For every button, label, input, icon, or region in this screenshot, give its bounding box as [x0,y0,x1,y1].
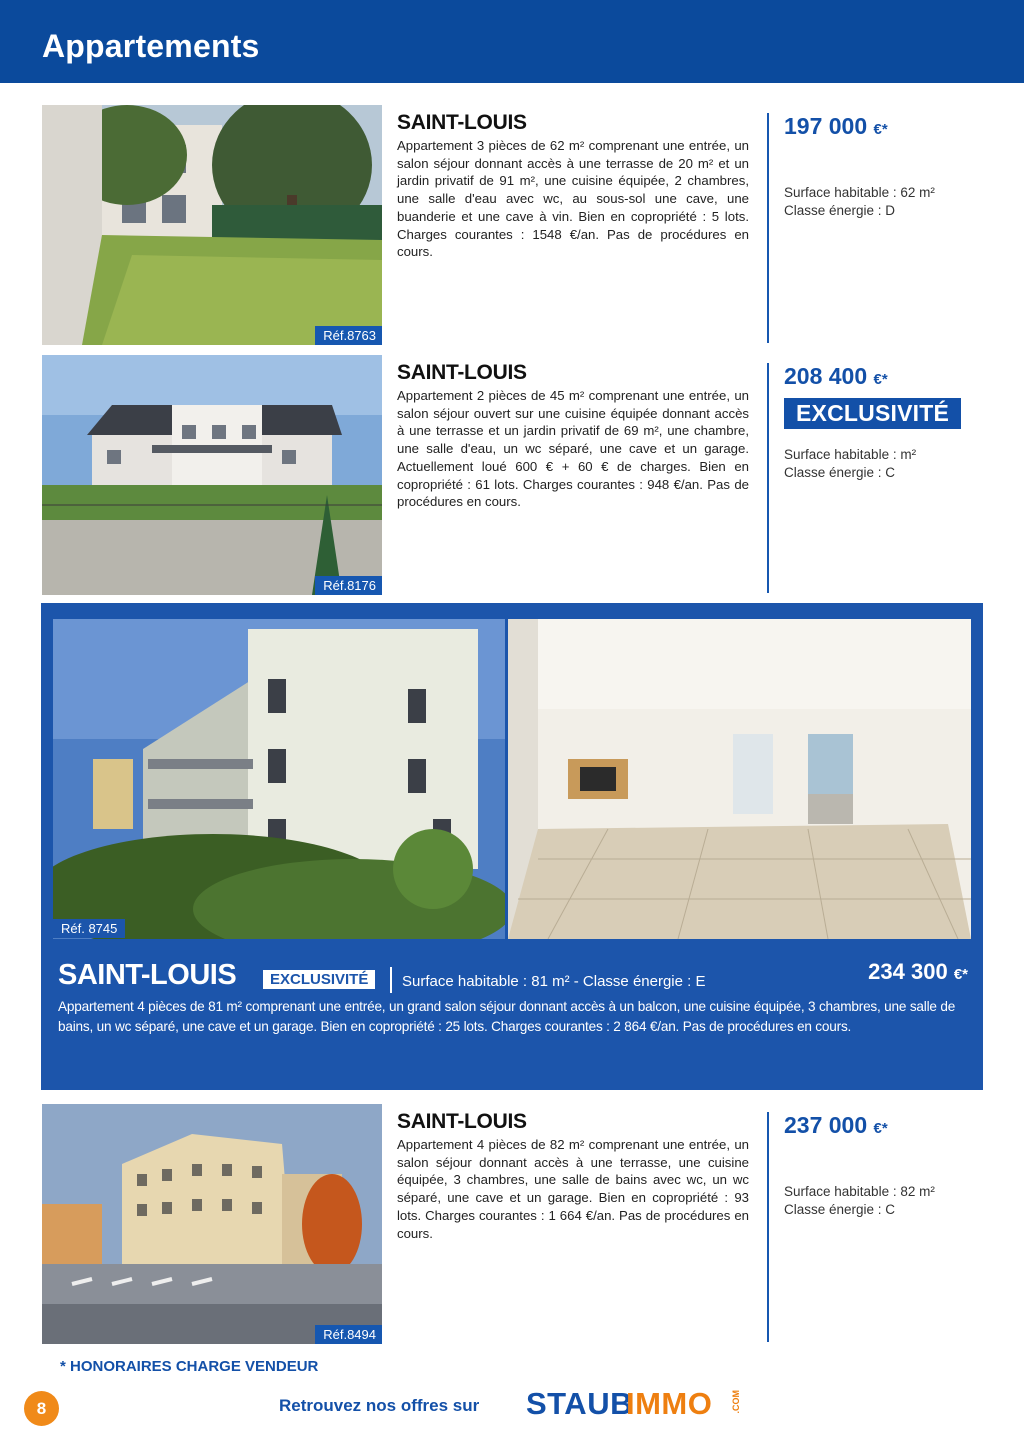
exclusivity-badge: EXCLUSIVITÉ [784,398,961,429]
reference-label: Réf. 8745 [53,919,125,938]
staubimmo-logo[interactable] [526,1386,756,1426]
price-value: 237 000 [784,1112,868,1138]
listing-description-block [397,361,749,511]
listing-description-block [397,111,749,261]
price-value: 197 000 [784,113,868,139]
reference-label: Réf.8763 [315,326,382,345]
listing-price [784,113,1004,140]
listing-city: SAINT-LOUIS [397,1110,527,1133]
price-value: 234 300 [868,959,948,984]
listing-city: SAINT-LOUIS [58,959,237,991]
divider [390,967,392,993]
featured-header [58,959,968,995]
energy-label: Classe énergie : C [784,1202,896,1217]
listing-description: Appartement 4 pièces de 81 m² comprenant une entrée, un grand salon séjour donnant accès à un balcon, une cuisine équipée, 3 chambres, une salle de bains, un wc séparé, une cave et un garage. Bien en copropriété : 25 lots. Charges courantes : 2 864 €/an. Pas de procédures en cours. [58,999,956,1034]
page-title: Appartements [42,28,260,64]
logo-part-staub: STAUB [526,1386,633,1421]
price-currency: €* [873,371,888,388]
listing-specs [784,1183,1004,1219]
reference-label: Réf.8494 [315,1325,382,1344]
price-currency: €* [873,121,888,138]
footer-cta: Retrouvez nos offres sur [279,1396,480,1415]
featured-photo-exterior[interactable] [53,619,505,939]
listing-info [784,363,1004,482]
logo-suffix: .COM [731,1390,741,1414]
logo-part-immo: IMMO [626,1386,713,1421]
listing-city: SAINT-LOUIS [397,111,527,134]
energy-label: Classe énergie : C [784,465,896,480]
divider [767,1112,769,1342]
listing-info [784,1112,1004,1219]
listing-description: Appartement 3 pièces de 62 m² comprenant une entrée, un salon séjour donnant accès à une terrasse de 20 m² et un jardin privatif de 91 m², une cuisine équipée, 2 chambres, une salle d'eau avec wc, au sous-sol une cave, une buanderie et une cave à vin. Bien en copropriété : 5 lots. Charges courantes : 1548 €/an. Pas de procédures en cours. [397,138,749,260]
listing-price [784,363,1004,390]
listing-photo[interactable] [42,1104,382,1344]
surface-label: Surface habitable : 82 m² [784,1184,935,1199]
listing-specs [784,184,1004,220]
listing-city: SAINT-LOUIS [397,361,527,384]
listing-description: Appartement 2 pièces de 45 m² comprenant une entrée, un salon séjour ouvert sur une cuisine équipée donnant accès à une terrasse et un jardin privatif de 69 m², une chambre, une salle d'eau, un wc séparé, une cave et un garage. Actuellement loué 600 € + 60 € de charges. Bien en copropriété : 61 lots. Charges courantes : 948 €/an. Pas de procédures en cours. [397,388,749,510]
featured-listing[interactable] [41,603,983,1090]
divider [767,363,769,593]
divider [767,113,769,343]
surface-label: Surface habitable : m² [784,447,917,462]
listing-description-block [397,1110,749,1242]
energy-label: Classe énergie : D [784,203,896,218]
listing-specs [784,446,1004,482]
listing-card[interactable] [0,355,1024,597]
listing-description: Appartement 4 pièces de 82 m² comprenant une entrée, un salon séjour donnant accès à une terrasse, une cuisine équipée, 3 chambres, une salle de bains avec wc, un wc séparé, une cave et un garage. Bien en copropriété : 93 lots. Charges courantes : 1 664 €/an. Pas de procédures en cours. [397,1137,749,1241]
listing-card[interactable] [0,1104,1024,1346]
listing-photo[interactable] [42,355,382,595]
page-number: 8 [24,1391,59,1426]
listing-price [784,1112,1004,1139]
featured-specs: Surface habitable : 81 m² - Classe énergie : E [402,973,706,990]
featured-photo-interior[interactable] [508,619,971,939]
listing-info [784,113,1004,220]
page-header [0,0,1024,83]
exclusivity-badge: EXCLUSIVITÉ [263,970,375,989]
fees-footnote: * HONORAIRES CHARGE VENDEUR [60,1358,319,1375]
listing-photo[interactable] [42,105,382,345]
reference-label: Réf.8176 [315,576,382,595]
surface-label: Surface habitable : 62 m² [784,185,935,200]
price-currency: €* [873,1120,888,1137]
price-value: 208 400 [784,363,868,389]
listing-card[interactable] [0,105,1024,347]
price-currency: €* [953,966,968,983]
listing-price [868,959,968,985]
